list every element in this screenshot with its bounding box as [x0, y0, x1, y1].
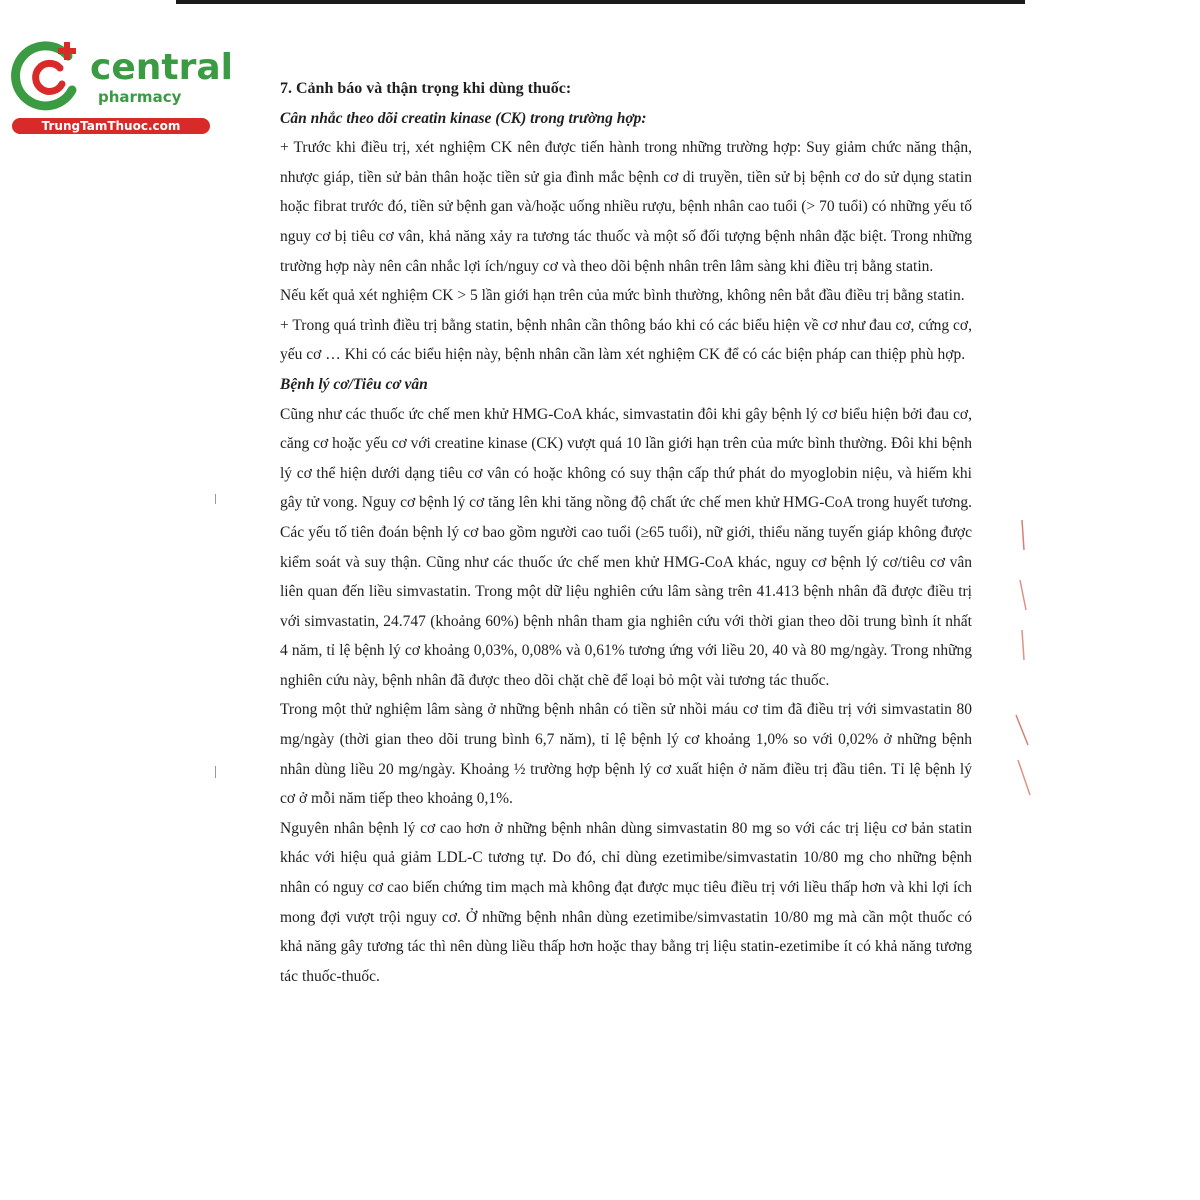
scan-top-edge	[176, 0, 1025, 4]
central-pharmacy-logo[interactable]	[10, 38, 233, 138]
ck-paragraph-1: + Trước khi điều trị, xét nghiệm CK nên được tiến hành trong những trường hợp: Suy giảm chức năng thận, nhược giáp, tiền sử bản thân hoặc tiền sử gia đình mắc bệnh cơ di truyền, tiền sử bị bệnh cơ do sử dụng statin hoặc fibrat trước đó, tiền sử bệnh gan và/hoặc uống nhiều rượu, bệnh nhân cao tuổi (> 70 tuổi) có những yếu tố nguy cơ bị tiêu cơ vân, khả năng xảy ra tương tác thuốc và một số đối tượng bệnh nhân đặc biệt. Trong những trường hợp này nên cân nhắc lợi ích/nguy cơ và theo dõi bệnh nhân trên lâm sàng khi điều trị bằng statin.	[280, 139, 972, 275]
margin-tick-left	[215, 766, 216, 778]
ck-paragraph-3: + Trong quá trình điều trị bằng statin, bệnh nhân cần thông báo khi có các biểu hiện về cơ như đau cơ, cứng cơ, yếu cơ … Khi có các biểu hiện này, bệnh nhân cần làm xét nghiệm CK để có các biện pháp can thiệp phù hợp.	[280, 316, 972, 364]
document-body	[280, 74, 972, 991]
ck-paragraph-2: Nếu kết quả xét nghiệm CK > 5 lần giới hạn trên của mức bình thường, không nên bắt đầu điều trị bằng statin.	[280, 287, 965, 305]
section-title: 7. Cảnh báo và thận trọng khi dùng thuốc:	[280, 80, 572, 97]
logo-website-link[interactable]: TrungTamThuoc.com	[12, 118, 210, 134]
myopathy-paragraph-2: Trong một thử nghiệm lâm sàng ở những bệnh nhân có tiền sử nhồi máu cơ tim đã điều trị với simvastatin 80 mg/ngày (thời gian theo dõi trung bình 6,7 năm), tỉ lệ bệnh lý cơ khoảng 1,0% so với 0,02% ở những bệnh nhân dùng liều 20 mg/ngày. Khoảng ½ trường hợp bệnh lý cơ xuất hiện ở năm điều trị đầu tiên. Tỉ lệ bệnh lý cơ ở mỗi năm tiếp theo khoảng 0,1%.	[280, 701, 972, 808]
myopathy-paragraph-3: Nguyên nhân bệnh lý cơ cao hơn ở những bệnh nhân dùng simvastatin 80 mg so với các trị liệu cơ bản statin khác với hiệu quả giảm LDL-C tương tự. Do đó, chỉ dùng ezetimibe/simvastatin 10/80 mg cho những bệnh nhân có nguy cơ cao biến chứng tim mạch mà không đạt được mục tiêu điều trị với liều thấp hơn và khi lợi ích mong đợi vượt trội nguy cơ. Ở những bệnh nhân dùng ezetimibe/simvastatin 10/80 mg mà cần một thuốc có khả năng gây tương tác thì nên dùng liều thấp hơn hoặc thay bằng trị liệu statin-ezetimibe ít có khả năng tương tác thuốc-thuốc.	[280, 819, 972, 985]
ck-heading: Cân nhắc theo dõi creatin kinase (CK) trong trường hợp:	[280, 109, 647, 127]
logo-brand-name: central	[90, 47, 233, 88]
myopathy-heading: Bệnh lý cơ/Tiêu cơ vân	[280, 375, 428, 393]
pharmacy-cross-icon	[10, 38, 90, 114]
margin-tick-left-top	[215, 494, 216, 504]
logo-brand-subtitle: pharmacy	[98, 88, 182, 106]
stamp-margin-marks	[1008, 520, 1038, 800]
myopathy-paragraph-1: Cũng như các thuốc ức chế men khử HMG-CoA khác, simvastatin đôi khi gây bệnh lý cơ biểu hiện bởi đau cơ, căng cơ hoặc yếu cơ với creatine kinase (CK) vượt quá 10 lần giới hạn trên của mức bình thường. Đôi khi bệnh lý cơ thể hiện dưới dạng tiêu cơ vân có hoặc không có suy thận cấp thứ phát do myoglobin niệu, và hiếm khi gây tử vong. Nguy cơ bệnh lý cơ tăng lên khi tăng nồng độ chất ức chế men khử HMG-CoA trong huyết tương. Các yếu tố tiên đoán bệnh lý cơ bao gồm người cao tuổi (≥65 tuổi), nữ giới, thiểu năng tuyến giáp không được kiểm soát và suy thận. Cũng như các thuốc ức chế men khử HMG-CoA khác, nguy cơ bệnh lý cơ/tiêu cơ vân liên quan đến liều simvastatin. Trong một dữ liệu nghiên cứu lâm sàng trên 41.413 bệnh nhân đã được điều trị với simvastatin, 24.747 (khoảng 60%) bệnh nhân tham gia nghiên cứu với thời gian theo dõi trung bình ít nhất 4 năm, tỉ lệ bệnh lý cơ khoảng 0,03%, 0,08% và 0,61% tương ứng với liều 20, 40 và 80 mg/ngày. Trong những nghiên cứu này, bệnh nhân đã được theo dõi chặt chẽ để loại bỏ một vài tương tác thuốc.	[280, 405, 972, 689]
